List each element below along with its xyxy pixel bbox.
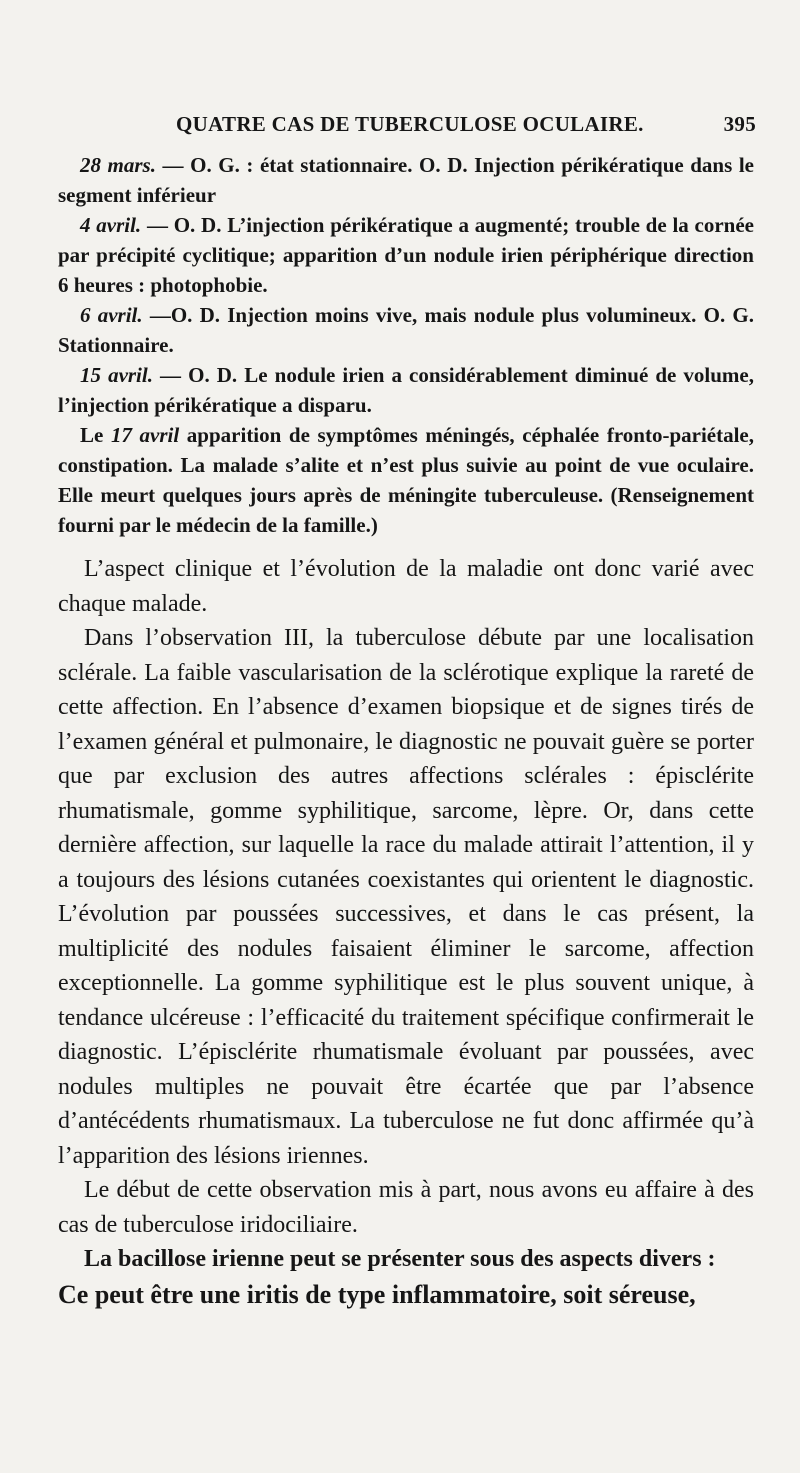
page-body — [58, 150, 754, 1313]
running-header — [176, 112, 756, 137]
case-note-date: 15 avril. — [80, 363, 153, 387]
case-note — [58, 150, 754, 210]
case-note — [58, 300, 754, 360]
last-line: Ce peut être une iritis de type inflammatoire, soit séreuse, — [58, 1279, 696, 1309]
body-paragraph: Le début de cette observation mis à part, nous avons eu affaire à des cas de tuberculose iridociliaire. — [58, 1177, 754, 1238]
case-note-text: —O. D. Injection moins vive, mais nodule plus volumineux. O. G. Stationnaire. — [58, 303, 754, 357]
body-paragraph: L’aspect clinique et l’évolution de la maladie ont donc varié avec chaque malade. — [58, 556, 754, 617]
running-title: QUATRE CAS DE TUBERCULOSE OCULAIRE. — [176, 112, 644, 136]
body-paragraph: La bacillose irienne peut se présenter sous des aspects divers : — [84, 1246, 716, 1272]
case-note-text: — O. G. : état stationnaire. O. D. Injection périkératique dans le segment inférieur — [58, 153, 754, 207]
final-note-lead: Le — [80, 423, 111, 447]
body-paragraph: Dans l’observation III, la tuberculose débute par une localisation sclérale. La faible vascularisation de la sclérotique explique la rareté de cette affection. En l’absence d’examen biopsique et de signes tirés de l’examen général et pulmonaire, le diagnostic ne pouvait guère se porter que par exclusion des autres affections sclérales : épisclérite rhumatismale, gomme syphilitique, sarcome, lèpre. Or, dans cette dernière affection, sur laquelle la race du malade attirait l’attention, il y a toujours des lésions cutanées coexistantes qui orientent le diagnostic. L’évolution par poussées successives, et dans le cas présent, la multiplicité des nodules faisaient éliminer le sarcome, affection exceptionnelle. La gomme syphilitique est le plus souvent unique, à tendance ulcéreuse : l’efficacité du traitement spécifique confirmerait le diagnostic. L’épisclérite rhumatismale évoluant par poussées, avec nodules multiples ne pouvait être écartée que par l’absence d’antécédents rhumatismaux. La tuberculose ne fut donc affirmée qu’à l’apparition des lésions iriennes. — [58, 625, 754, 1169]
case-note-text: — O. D. L’injection périkératique a augmenté; trouble de la cornée par précipité cyclitique; apparition d’un nodule irien périphérique direction 6 heures : photophobie. — [58, 213, 755, 297]
final-note-text: apparition de symptômes méningés, céphalée fronto-pariétale, constipation. La malade s’alite et n’est plus suivie au point de vue oculaire. Elle meurt quelques jours après de méningite tuberculeuse. (Renseignement fourni par le médecin de la famille.) — [58, 423, 755, 537]
spacer — [58, 540, 754, 552]
case-note-date: 4 avril. — [80, 213, 142, 237]
page-number: 395 — [723, 112, 756, 136]
final-case-note — [58, 420, 754, 540]
case-note — [58, 360, 754, 420]
case-note — [58, 210, 754, 300]
final-note-date: 17 avril — [110, 423, 180, 447]
case-note-date: 28 mars. — [80, 153, 156, 177]
case-note-date: 6 avril. — [80, 303, 143, 327]
case-note-text: — O. D. Le nodule irien a considérablement diminué de volume, l’injection périkératique a disparu. — [58, 363, 754, 417]
